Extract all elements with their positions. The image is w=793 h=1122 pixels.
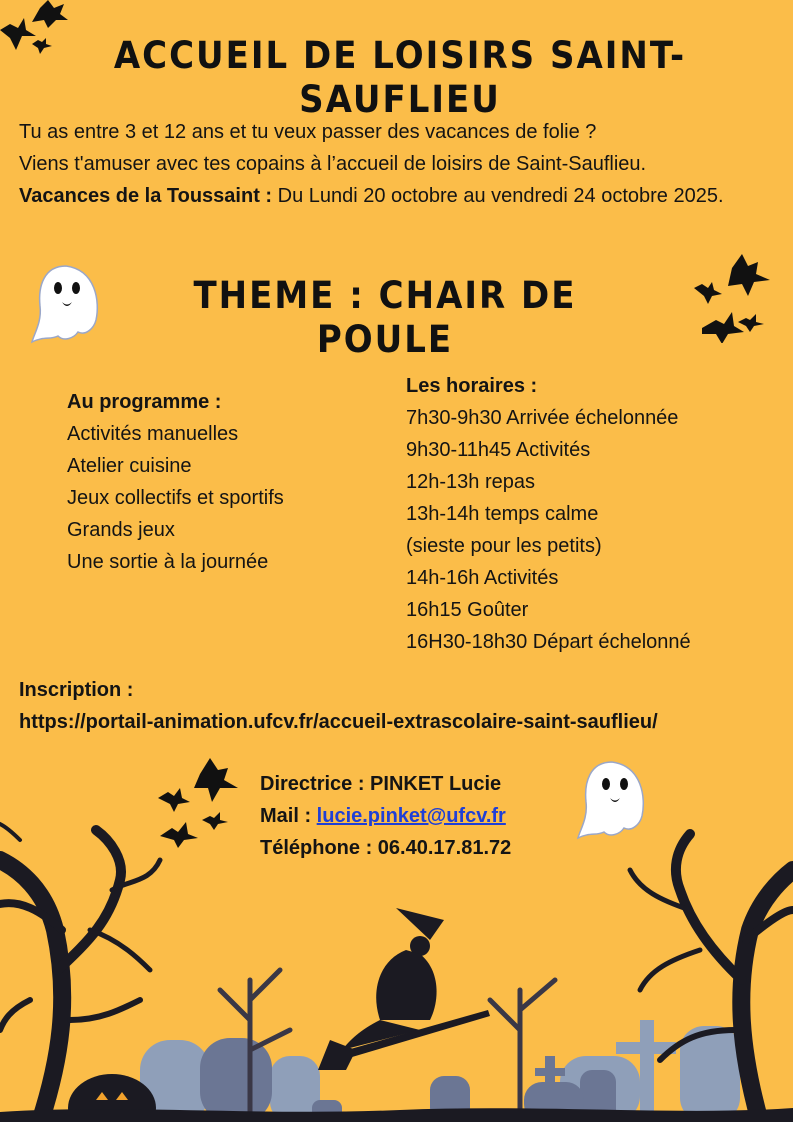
horaires-item: 13h-14h temps calme (406, 503, 599, 525)
horaires-item: 12h-13h repas (406, 471, 535, 493)
phone: Téléphone : 06.40.17.81.72 (260, 837, 512, 859)
horaires-section (406, 370, 786, 658)
theme-title: THEME : CHAIR DE POULE (193, 274, 577, 362)
inscription-section (19, 674, 789, 738)
inscription-url[interactable]: https://portail-animation.ufcv.fr/accueil-extrascolaire-saint-sauflieu/ (19, 711, 658, 733)
dates-label: Vacances de la Toussaint : (19, 185, 273, 207)
intro-line-1: Tu as entre 3 et 12 ans et tu veux passer des vacances de folie ? (19, 121, 597, 143)
inscription-label: Inscription : (19, 679, 134, 701)
programme-item: Jeux collectifs et sportifs (67, 487, 284, 509)
dates-text: Du Lundi 20 octobre au vendredi 24 octobre 2025. (272, 185, 724, 207)
horaires-item: 9h30-11h45 Activités (406, 439, 591, 461)
intro-line-2: Viens t'amuser avec tes copains à l’accueil de loisirs de Saint-Sauflieu. (19, 153, 647, 175)
programme-section (67, 386, 387, 578)
horaires-item: (sieste pour les petits) (406, 535, 602, 557)
horaires-item: 7h30-9h30 Arrivée échelonnée (406, 407, 679, 429)
halloween-scene (0, 820, 793, 1122)
bats-right-icon (692, 248, 787, 343)
intro-dates (19, 180, 789, 212)
programme-item: Grands jeux (67, 519, 175, 541)
programme-item: Atelier cuisine (67, 455, 192, 477)
witch-icon (318, 908, 490, 1070)
horaires-item: 16h15 Goûter (406, 599, 529, 621)
programme-heading: Au programme : (67, 391, 222, 413)
ghost-icon (30, 262, 102, 346)
programme-item: Activités manuelles (67, 423, 239, 445)
horaires-heading: Les horaires : (406, 375, 538, 397)
mail-label: Mail : (260, 805, 317, 827)
horaires-item: 16H30-18h30 Départ échelonné (406, 631, 691, 653)
programme-item: Une sortie à la journée (67, 551, 269, 573)
tree-icon (0, 824, 160, 1122)
mail-link[interactable]: lucie.pinket@ufcv.fr (316, 805, 506, 827)
director: Directrice : PINKET Lucie (260, 773, 502, 795)
horaires-item: 14h-16h Activités (406, 567, 559, 589)
intro-text (19, 116, 789, 212)
page-title: ACCUEIL DE LOISIRS SAINT-SAUFLIEU (113, 34, 687, 122)
